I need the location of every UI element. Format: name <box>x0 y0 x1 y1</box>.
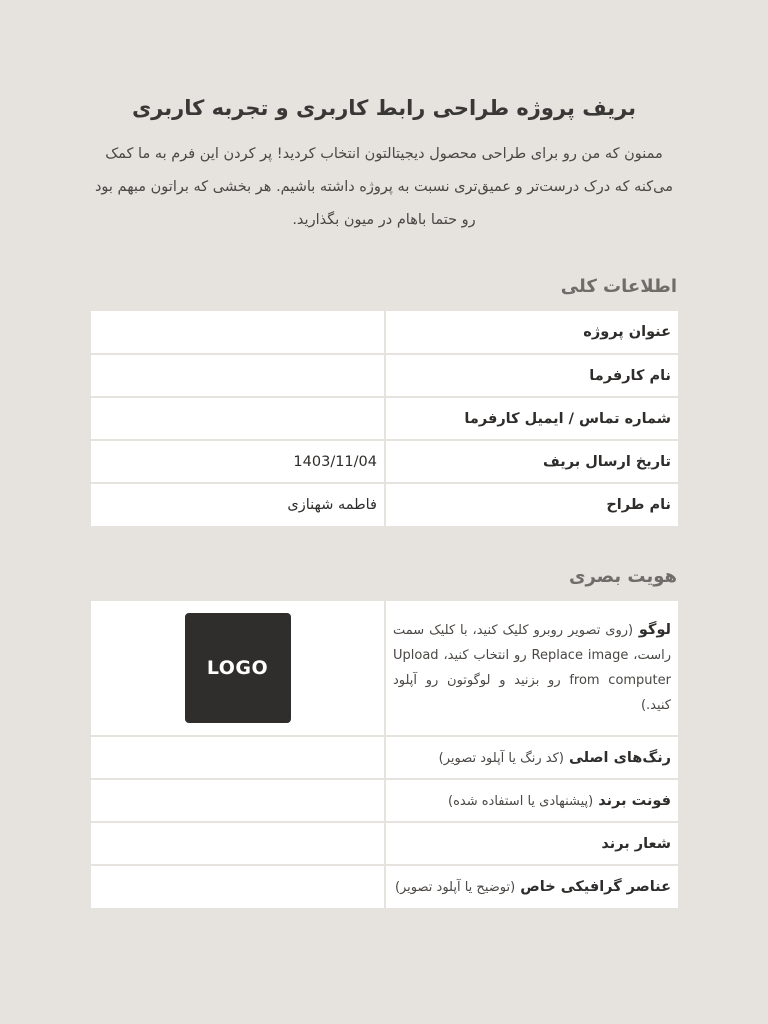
section-heading-visual-identity: هویت بصری <box>568 566 677 587</box>
brand-font-label-cell <box>385 779 678 822</box>
main-colors-field[interactable] <box>91 736 385 779</box>
brand-slogan-field[interactable] <box>91 822 385 865</box>
intro-paragraph: ممنون که من رو برای طراحی محصول دیجیتالتون انتخاب کردید! پر کردن این فرم به ما کمک می‌کنه که درک درست‌تر و عمیق‌تری نسبت به پروژه داشته باشیم. هر بخشی که براتون مبهم بود رو حتما باهام در میون بگذارید. <box>94 146 674 228</box>
table-row-project-title <box>91 311 678 354</box>
logo-hint: (روی تصویر روبرو کلیک کنید، با کلیک سمت راست، Replace image رو انتخاب کنید، Upload from computer رو بزنید و لوگوتون رو آپلود کنید.) <box>393 623 672 713</box>
brief-date-field[interactable]: 1403/11/04 <box>91 440 385 483</box>
table-row-brand-slogan <box>91 822 678 865</box>
table-row-designer-name <box>91 483 678 526</box>
table-row-graphic-elements <box>91 865 678 908</box>
visual-identity-table <box>91 601 678 908</box>
logo-placeholder-image[interactable] <box>185 613 291 723</box>
brand-slogan-label-cell <box>385 822 678 865</box>
table-row-main-colors <box>91 736 678 779</box>
project-title-field[interactable] <box>91 311 385 354</box>
client-name-field[interactable] <box>91 354 385 397</box>
client-contact-label: شماره تماس / ایمیل کارفرما <box>385 397 678 440</box>
main-colors-label-cell <box>385 736 678 779</box>
main-colors-label: رنگ‌های اصلی <box>568 749 671 766</box>
table-row-brief-date <box>91 440 678 483</box>
table-row-logo <box>91 601 678 736</box>
brand-slogan-label: شعار برند <box>601 835 671 852</box>
brand-font-label: فونت برند <box>598 792 671 809</box>
graphic-elements-hint: (توضیح یا آپلود تصویر) <box>394 880 516 895</box>
section-heading-general: اطلاعات کلی <box>560 276 677 297</box>
client-name-label: نام کارفرما <box>385 354 678 397</box>
designer-name-label: نام طراح <box>385 483 678 526</box>
table-row-client-name <box>91 354 678 397</box>
client-contact-field[interactable] <box>91 397 385 440</box>
brand-font-field[interactable] <box>91 779 385 822</box>
brand-font-hint: (پیشنهادی یا استفاده شده) <box>448 793 594 809</box>
graphic-elements-label: عناصر گرافیکی خاص <box>520 879 671 895</box>
general-info-table <box>91 311 678 526</box>
brief-date-label: تاریخ ارسال بریف <box>385 440 678 483</box>
logo-placeholder-text: LOGO <box>206 657 269 679</box>
main-colors-hint: (کد رنگ یا آپلود تصویر) <box>438 750 564 766</box>
table-row-brand-font <box>91 779 678 822</box>
designer-name-field[interactable]: فاطمه شهنازی <box>91 483 385 526</box>
project-title-label: عنوان پروژه <box>385 311 678 354</box>
graphic-elements-label-cell <box>385 865 678 908</box>
table-row-client-contact <box>91 397 678 440</box>
graphic-elements-field[interactable] <box>91 865 385 908</box>
logo-label-cell <box>385 601 678 736</box>
logo-label: لوگو <box>638 622 671 638</box>
page-title: بریف پروژه طراحی رابط کاربری و تجربه کاربری <box>131 96 637 120</box>
logo-cell <box>91 601 385 736</box>
